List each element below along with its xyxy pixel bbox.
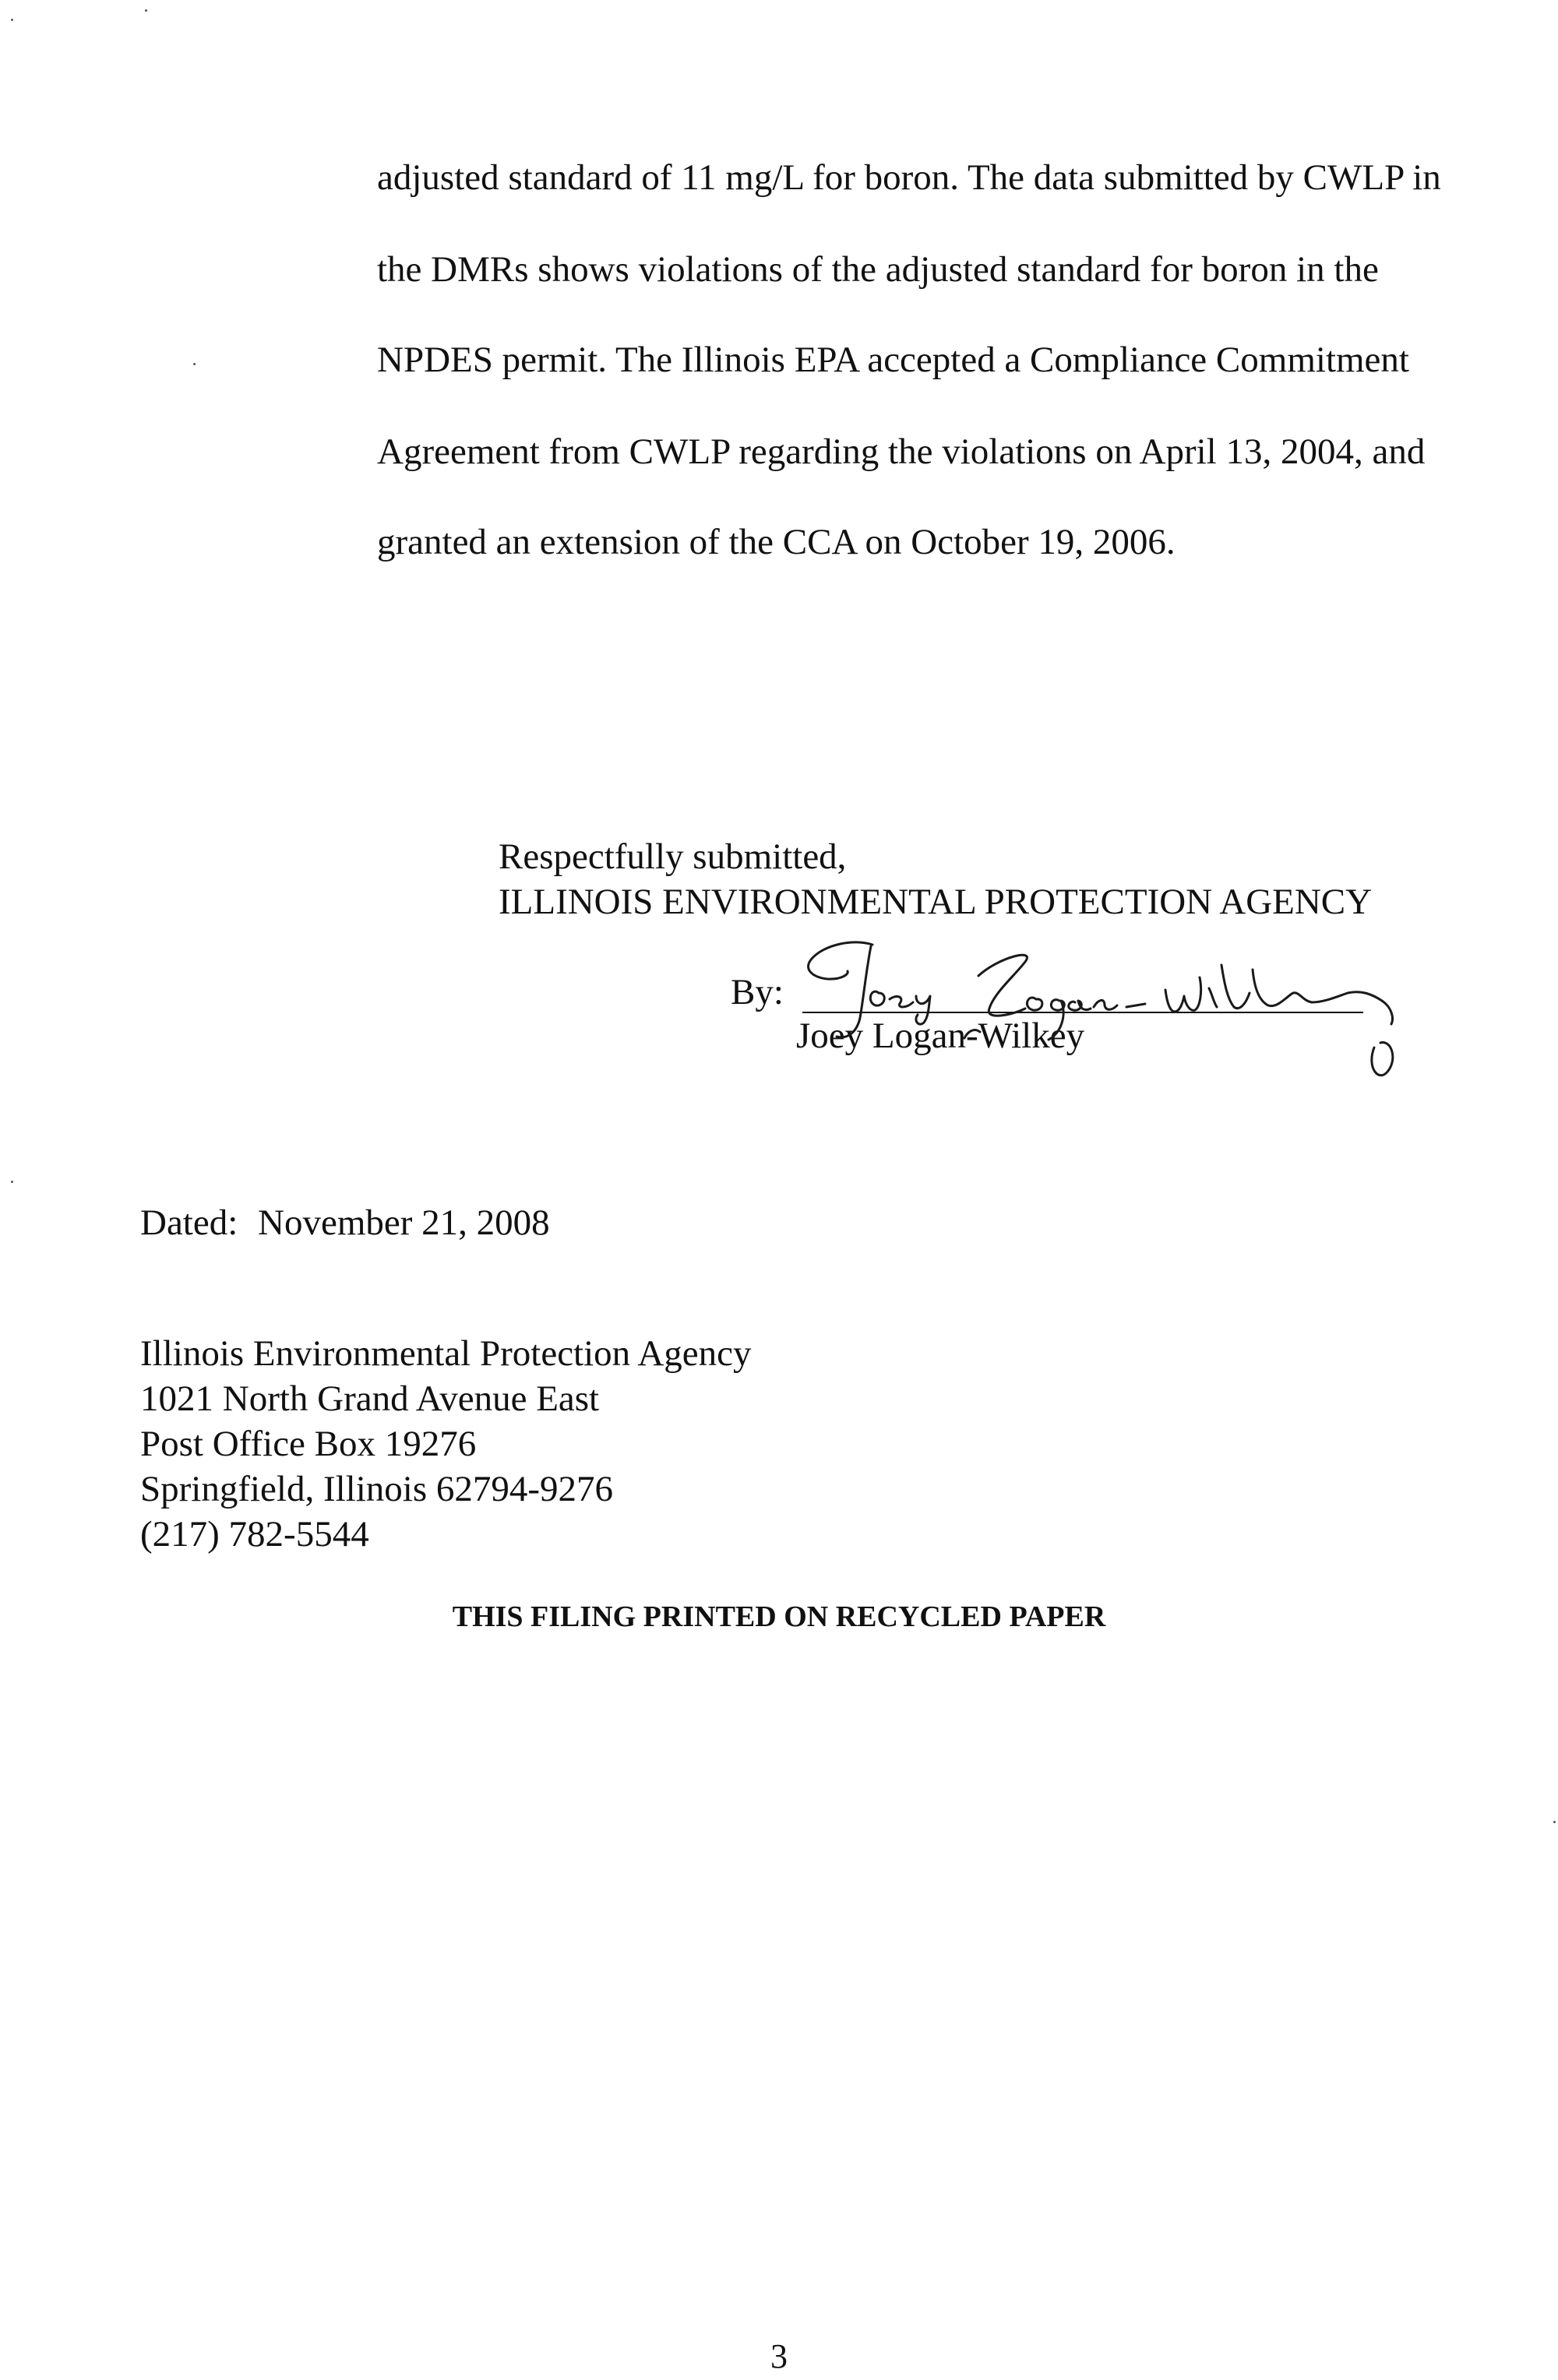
- address-line: Illinois Environmental Protection Agency: [140, 1333, 752, 1374]
- address-line: Springfield, Illinois 62794-9276: [140, 1469, 614, 1509]
- signer-name: Joey Logan-Wilkey: [796, 1016, 1085, 1056]
- dated-line: [140, 1201, 550, 1245]
- body-line-5: granted an extension of the CCA on October 19, 2006.: [377, 522, 1176, 562]
- salutation: Respectfully submitted,: [499, 836, 847, 877]
- body-line-1: adjusted standard of 11 mg/L for boron. The data submitted by CWLP in: [377, 157, 1441, 198]
- body-line-2: the DMRs shows violations of the adjusted standard for boron in the: [377, 249, 1379, 290]
- scan-speck: [1553, 1821, 1556, 1823]
- scan-speck: [145, 9, 147, 12]
- recycled-paper-notice: THIS FILING PRINTED ON RECYCLED PAPER: [452, 1600, 1106, 1633]
- agency-name: ILLINOIS ENVIRONMENTAL PROTECTION AGENCY: [499, 882, 1373, 922]
- scan-speck: [11, 19, 13, 21]
- by-label: By:: [731, 972, 784, 1012]
- scan-speck: [193, 363, 196, 365]
- dated-label: Dated:: [140, 1202, 238, 1243]
- address-line: (217) 782-5544: [140, 1514, 369, 1554]
- dated-value: November 21, 2008: [258, 1202, 550, 1243]
- body-line-4: Agreement from CWLP regarding the violations on April 13, 2004, and: [377, 431, 1426, 472]
- body-line-3: NPDES permit. The Illinois EPA accepted a Compliance Commitment: [377, 340, 1409, 380]
- address-line: 1021 North Grand Avenue East: [140, 1378, 600, 1419]
- scan-speck: [11, 1181, 13, 1183]
- page-number: 3: [770, 2337, 788, 2375]
- address-line: Post Office Box 19276: [140, 1424, 477, 1464]
- handwritten-signature: [779, 931, 1402, 1079]
